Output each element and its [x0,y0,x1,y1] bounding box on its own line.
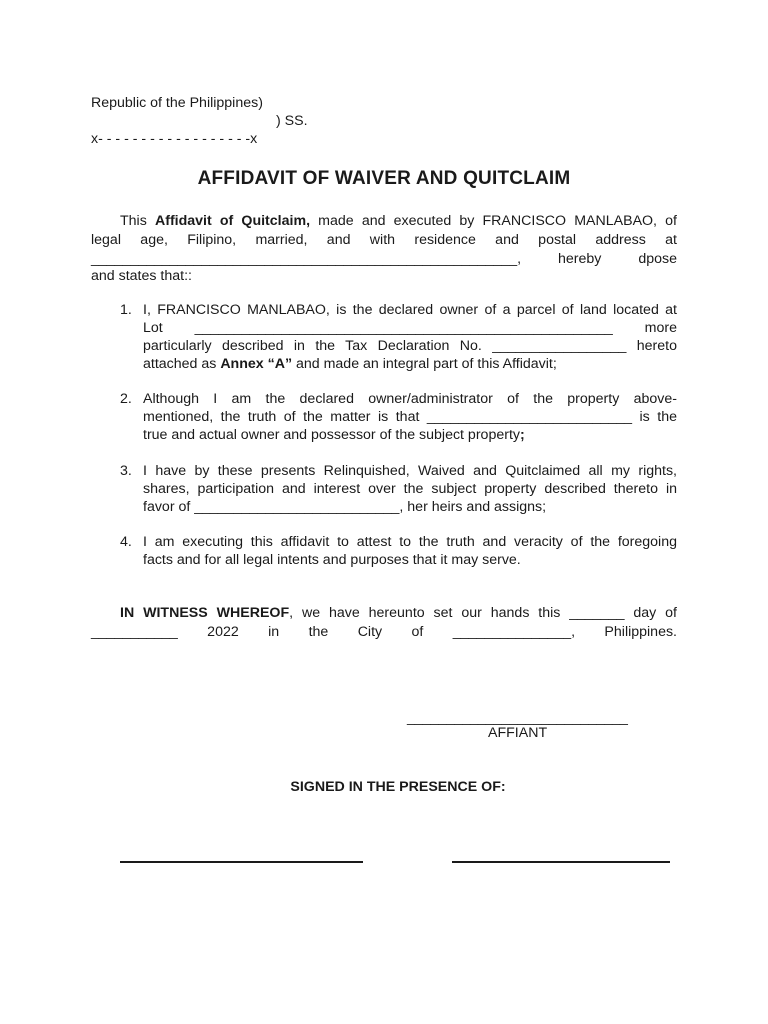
republic-caption: Republic of the Philippines) [91,95,263,111]
item-1-line-4: attached as Annex “A” and made an integral part of this Affidavit; [143,356,557,372]
item-4-line-2: facts and for all legal intents and purposes that it may serve. [143,552,521,568]
item-2-line-2: mentioned, the truth of the matter is that __________________________ is the [143,409,677,425]
item-3-line-3: favor of __________________________, her heirs and assigns; [143,499,547,515]
witness-line-2: ___________ 2022 in the City of _______________, Philippines. [91,624,677,640]
intro-line-2: legal age, Filipino, married, and with residence and postal address at [91,232,677,248]
witness-signature-line-left [120,861,363,863]
item-2-line-1: Although I am the declared owner/administrator of the property above- [143,391,677,407]
intro-line-3: ______________________________________________________, hereby dpose [91,251,677,267]
affiant-label: AFFIANT [488,725,548,741]
item-1-line-2: Lot _____________________________________________________ more [143,320,677,336]
annex-label: Annex “A” [220,356,293,372]
witness-whereof: IN WITNESS WHEREOF [120,605,290,621]
item-number-1: 1. [120,302,132,318]
affidavit-term: Affidavit of Quitclaim, [154,213,311,229]
document-title: AFFIDAVIT OF WAIVER AND QUITCLAIM [197,168,571,189]
item-2-line-3: true and actual owner and possessor of the subject property; [143,427,525,443]
item-number-4: 4. [120,534,132,550]
intro-line-4: and states that:: [91,268,192,284]
caption-divider: x- - - - - - - - - - - - - - - - - -x [91,131,258,147]
ss-caption: ) SS. [276,113,308,129]
item-3-line-2: shares, participation and interest over the subject property described thereto in [143,481,677,497]
item-1-line-3: particularly described in the Tax Declaration No. _________________ hereto [143,338,677,354]
item-4-line-1: I am executing this affidavit to attest to the truth and veracity of the foregoing [143,534,677,550]
item-number-2: 2. [120,391,132,407]
witness-line-1: IN WITNESS WHEREOF, we have hereunto set our hands this _______ day of [120,605,678,621]
item-3-line-1: I have by these presents Relinquished, Waived and Quitclaimed all my rights, [143,463,677,479]
item-number-3: 3. [120,463,132,479]
witness-signature-line-right [452,861,670,863]
affiant-signature-line: ____________________________ [407,710,628,726]
presence-heading: SIGNED IN THE PRESENCE OF: [290,779,506,795]
item-1-line-1: I, FRANCISCO MANLABAO, is the declared owner of a parcel of land located at [143,302,677,318]
intro-line-1: This Affidavit of Quitclaim, made and executed by FRANCISCO MANLABAO, of [120,213,677,229]
